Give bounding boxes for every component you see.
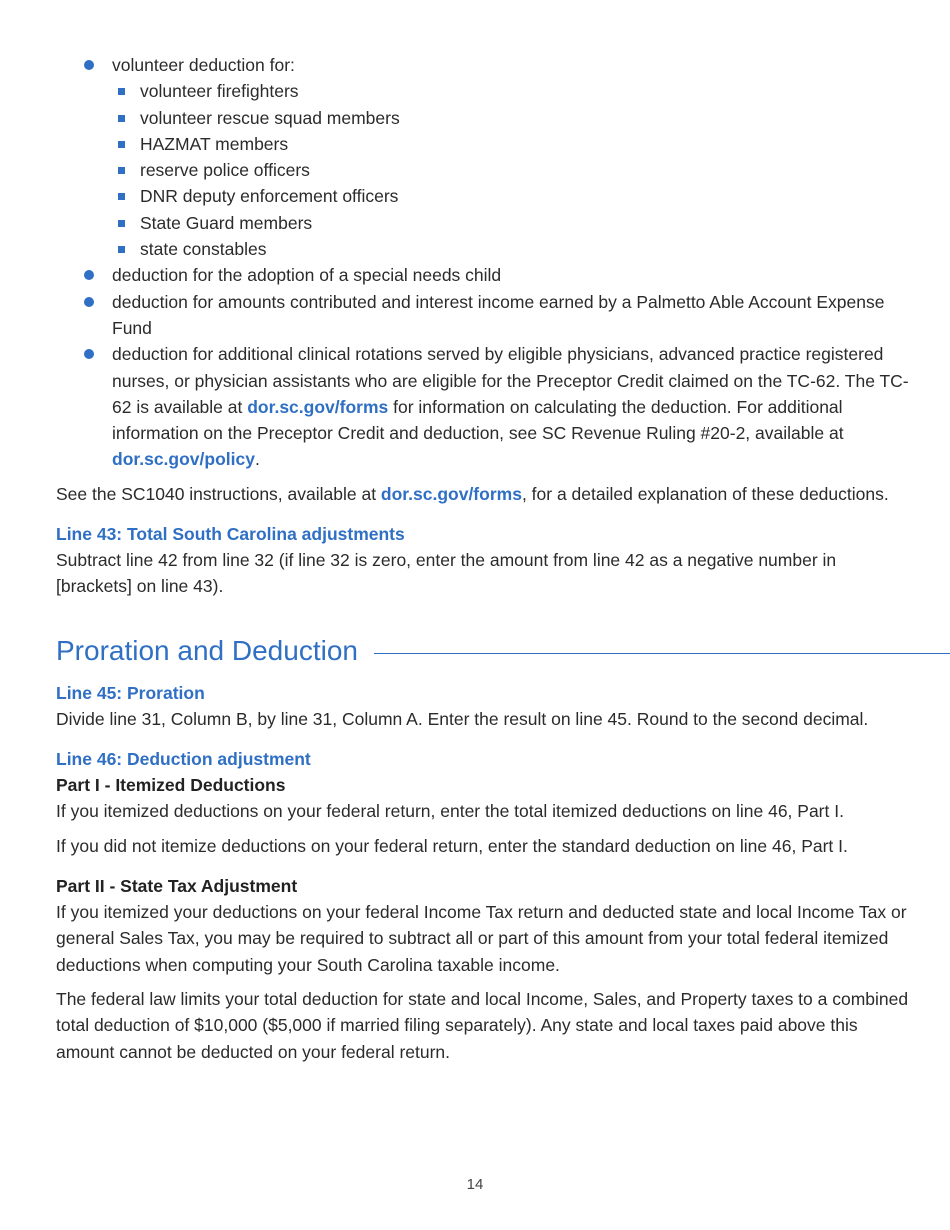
bullet-icon [84,297,94,307]
square-bullet-icon [118,193,125,200]
list-item-text: volunteer deduction for: [112,55,295,75]
part1-text: If you did not itemize deductions on your federal return, enter the standard deduction on line 46, Part I. [56,835,848,856]
square-bullet-icon [118,167,125,174]
section-divider [374,653,950,654]
sublist-item: state constables [112,236,916,262]
sublist-item: volunteer firefighters [112,78,916,104]
line46-heading: Line 46: Deduction adjustment [56,748,311,769]
sublist-item: reserve police officers [112,157,916,183]
section-header [56,630,916,674]
square-bullet-icon [118,115,125,122]
document-page [56,52,916,1065]
forms-link[interactable]: dor.sc.gov/forms [380,483,522,504]
part1-text: If you itemized deductions on your federal return, enter the total itemized deductions on line 46, Part I. [56,801,844,822]
bullet-icon [84,270,94,280]
list-item [56,341,916,472]
list-item [56,52,916,262]
list-item-text: deduction for amounts contributed and interest income earned by a Palmetto Able Account Expense Fund [112,291,885,338]
list-item-text: deduction for additional clinical rotations served by eligible physicians, advanced practice registered nurses, or physician assistants who are eligible for the Preceptor Credit claimed on the TC-62. The TC-62 is available at dor.sc.gov/forms for information on calculating the deduction. For additional information on the Preceptor Credit and deduction, see SC Revenue Ruling #20-2, available at dor.sc.gov/policy. [112,344,909,470]
line43-text: Subtract line 42 from line 32 (if line 32 is zero, enter the amount from line 42 as a negative number in [brackets] on line 43). [56,550,837,597]
sublist-item: HAZMAT members [112,131,916,157]
square-bullet-icon [118,88,125,95]
page-number: 14 [466,1176,484,1193]
sublist-item: State Guard members [112,210,916,236]
deduction-list [56,52,916,473]
square-bullet-icon [118,246,125,253]
volunteer-sublist [112,78,916,262]
list-item [56,262,916,288]
line45-heading: Line 45: Proration [56,682,205,703]
bullet-icon [84,349,94,359]
part1-heading: Part I - Itemized Deductions [56,774,286,795]
part2-text: The federal law limits your total deduction for state and local Income, Sales, and Property taxes to a combined total deduction of $10,000 ($5,000 if married filing separately). Any state and local taxes paid above this amount cannot be deducted on your federal return. [56,989,909,1062]
square-bullet-icon [118,141,125,148]
line43-heading: Line 43: Total South Carolina adjustments [56,524,405,545]
sublist-item: volunteer rescue squad members [112,105,916,131]
sublist-item: DNR deputy enforcement officers [112,183,916,209]
part2-text: If you itemized your deductions on your federal Income Tax return and deducted state and local Income Tax or general Sales Tax, you may be required to subtract all or part of this amount from your total federal itemized deductions when computing your South Carolina taxable income. [56,902,907,975]
part2-heading: Part II - State Tax Adjustment [56,875,298,896]
policy-link[interactable]: dor.sc.gov/policy [112,449,255,470]
square-bullet-icon [118,220,125,227]
bullet-icon [84,60,94,70]
line45-text: Divide line 31, Column B, by line 31, Column A. Enter the result on line 45. Round to the second decimal. [56,708,869,729]
list-item-text: deduction for the adoption of a special needs child [112,265,502,286]
list-item [56,289,916,342]
section-title: Proration and Deduction [56,635,358,667]
instructions-paragraph: See the SC1040 instructions, available at dor.sc.gov/forms, for a detailed explanation of these deductions. [56,483,889,504]
forms-link[interactable]: dor.sc.gov/forms [247,396,389,417]
